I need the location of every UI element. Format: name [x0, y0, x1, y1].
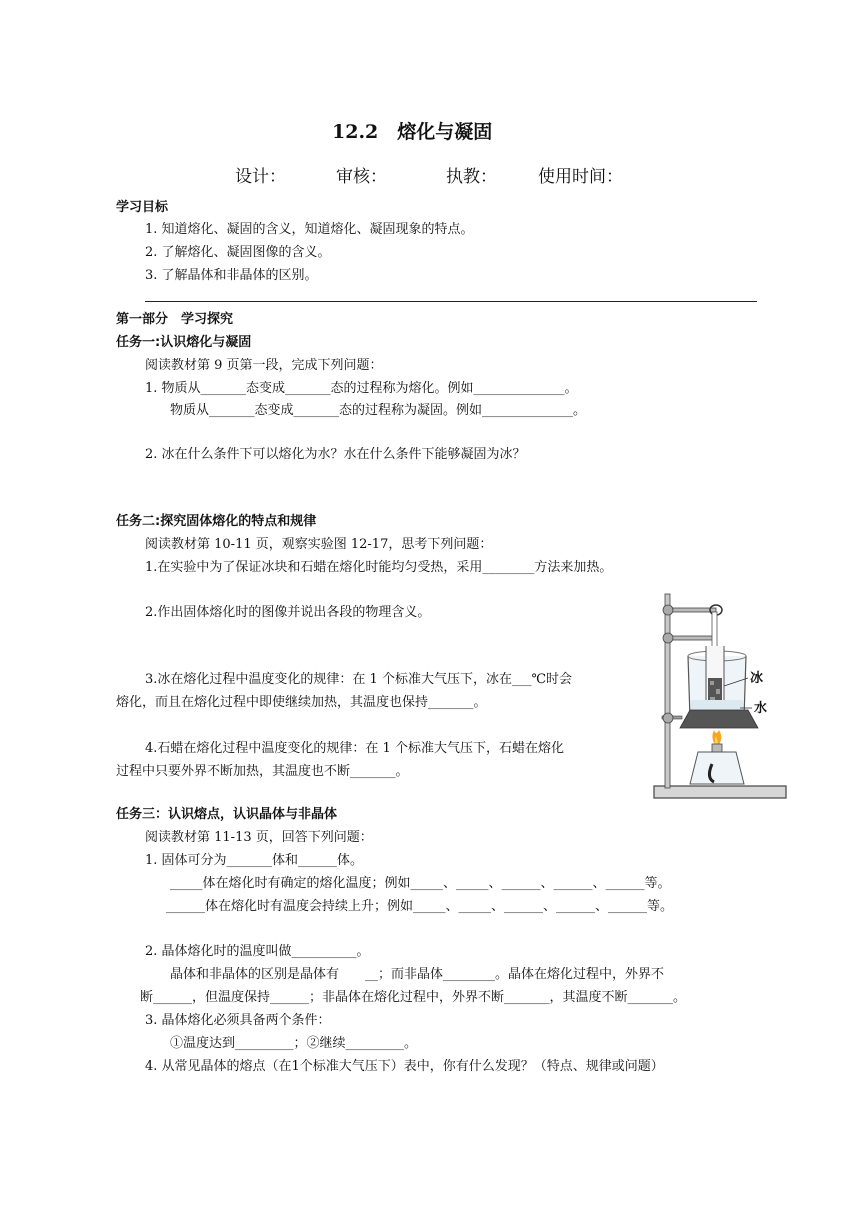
goal-item: 3. 了解晶体和非晶体的区别。 [145, 268, 318, 283]
task3-heading: 任务三：认识熔点，认识晶体与非晶体 [116, 807, 338, 822]
meta-review: 审核： [336, 167, 387, 187]
task2-q4b: 过程中只要外界不断加热，其温度也不断_______。 [116, 764, 409, 779]
goals-heading: 学习目标 [116, 200, 169, 215]
task2-heading: 任务二:探究固体熔化的特点和规律 [116, 514, 317, 529]
task3-q2: 2. 晶体熔化时的温度叫做__________。 [145, 944, 370, 959]
task3-q2c: 断______，但温度保持______；非晶体在熔化过程中，外界不断_______，其温度不断_______。 [140, 990, 687, 1005]
meta-design: 设计： [235, 167, 286, 187]
task2-q1: 1.在实验中为了保证冰块和石蜡在熔化时能均匀受热，采用________方法来加热。 [145, 560, 613, 575]
label-ice: 冰 [750, 671, 764, 686]
task3-q1b: _____体在熔化时有确定的熔化温度；例如_____、_____、______、______、______等。 [170, 876, 671, 891]
page-title: 12.2 熔化与凝固 [332, 121, 493, 143]
task3-q1c: ______体在熔化时有温度会持续上升；例如_____、_____、______、______、______等。 [166, 899, 674, 914]
task1-q2: 2. 冰在什么条件下可以熔化为水？水在什么条件下能够凝固为冰？ [145, 447, 526, 462]
task1-heading: 任务一:认识熔化与凝固 [116, 335, 252, 350]
task2-q3b: 熔化，而且在熔化过程中即使继续加热，其温度也保持_______。 [116, 695, 487, 710]
task2-q2: 2.作出固体熔化时的图像并说出各段的物理含义。 [145, 605, 431, 620]
meta-time: 使用时间： [538, 167, 623, 187]
melting-apparatus-figure [648, 588, 788, 804]
label-water: 水 [754, 701, 768, 716]
task1-q1b: 物质从_______态变成_______态的过程称为凝固。例如______________。 [170, 403, 587, 418]
goal-item: 1. 知道熔化、凝固的含义，知道熔化、凝固现象的特点。 [145, 222, 474, 237]
part1-heading: 第一部分 学习探究 [116, 312, 234, 327]
task1-q1a: 1. 物质从_______态变成_______态的过程称为熔化。例如______________。 [145, 381, 578, 396]
meta-teach: 执教： [446, 167, 497, 187]
task3-q3: 3. 晶体熔化必须具备两个条件： [145, 1013, 331, 1028]
task3-q1: 1. 固体可分为_______体和______体。 [145, 853, 364, 868]
task2-intro: 阅读教材第 10-11 页，观察实验图 12-17，思考下列问题： [145, 537, 493, 552]
task3-q4: 4. 从常见晶体的熔点（在1个标准大气压下）表中，你有什么发现？（特点、规律或问题） [145, 1059, 664, 1074]
task1-intro: 阅读教材第 9 页第一段，完成下列问题： [145, 358, 383, 373]
task3-q3b: ①温度达到_________；②继续_________。 [170, 1036, 418, 1051]
task2-q4a: 4.石蜡在熔化过程中温度变化的规律：在 1 个标准大气压下，石蜡在熔化 [145, 741, 564, 756]
goal-item: 2. 了解熔化、凝固图像的含义。 [145, 245, 331, 260]
task3-q2b: 晶体和非晶体的区别是晶体有 __；而非晶体________。晶体在熔化过程中，外界不 [170, 967, 665, 982]
task3-intro: 阅读教材第 11-13 页，回答下列问题： [145, 830, 373, 845]
divider [145, 301, 757, 302]
task2-q3a: 3.冰在熔化过程中温度变化的规律：在 1 个标准大气压下，冰在___℃时会 [145, 672, 572, 687]
